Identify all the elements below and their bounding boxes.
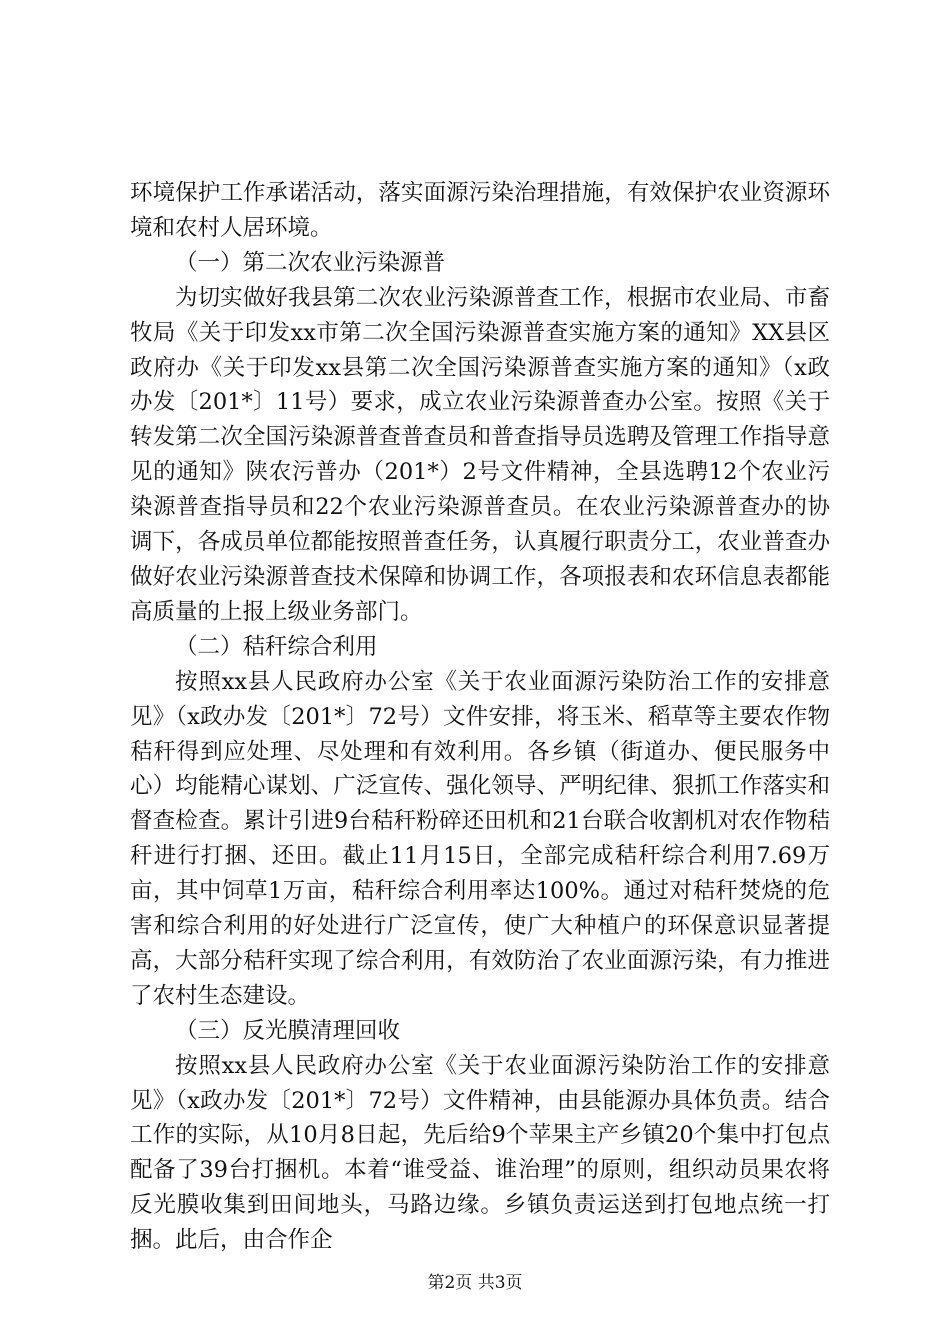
paragraph-continued: 环境保护工作承诺活动，落实面源污染治理措施，有效保护农业资源环境和农村人居环境。 <box>130 180 830 241</box>
page-number: 第2页 共3页 <box>427 1273 523 1293</box>
paragraph-straw-utilization: 按照xx县人民政府办公室《关于农业面源污染防治工作的安排意见》（x政办发〔201*〕72号）文件安排，将玉米、稻草等主要农作物秸秆得到应处理、尽处理和有效利用。各乡镇（街道办、便民服务中心）均能精心谋划、广泛宣传、强化领导、严明纪律、狠抓工作落实和督查检查。累计引进9台秸秆粉碎还田机和21台联合收割机对农作物秸秆进行打捆、还田。截止11月15日，全部完成秸秆综合利用7.69万亩，其中饲草1万亩，秸秆综合利用率达100%。通过对秸秆焚烧的危害和综合利用的好处进行广泛宣传，使广大种植户的环保意识显著提高，大部分秸秆实现了综合利用，有效防治了农业面源污染，有力推进了农村生态建设。 <box>130 668 830 1009</box>
paragraph-pollution-census: 为切实做好我县第二次农业污染源普查工作，根据市农业局、市畜牧局《关于印发xx市第二次全国污染源普查实施方案的通知》XX县区政府办《关于印发xx县第二次全国污染源普查实施方案的通知》（x政办发〔201*〕11号）要求，成立农业污染源普查办公室。按照《关于转发第二次全国污染源普查普查员和普查指导员选聘及管理工作指导意见的通知》陕农污普办（201*）2号文件精神，全县选聘12个农业污染源普查指导员和22个农业污染源普查员。在农业污染源普查办的协调下，各成员单位都能按照普查任务，认真履行职责分工，农业普查办做好农业污染源普查技术保障和协调工作，各项报表和农环信息表都能高质量的上报上级业务部门。 <box>130 284 830 625</box>
page-footer <box>0 1271 950 1295</box>
section-heading-3: （三）反光膜清理回收 <box>175 1017 401 1044</box>
document-body <box>130 176 830 1258</box>
section-heading-1: （一）第二次农业污染源普 <box>175 249 446 276</box>
paragraph-film-recycling: 按照xx县人民政府办公室《关于农业面源污染防治工作的安排意见》（x政办发〔201*〕72号）文件精神，由县能源办具体负责。结合工作的实际，从10月8日起，先后给9个苹果主产乡镇20个集中打包点配备了39台打捆机。本着“谁受益、谁治理”的原则，组织动员果农将反光膜收集到田间地头，马路边缘。乡镇负责运送到打包地点统一打捆。此后，由合作企 <box>130 1052 830 1254</box>
section-heading-2: （二）秸秆综合利用 <box>175 633 378 660</box>
